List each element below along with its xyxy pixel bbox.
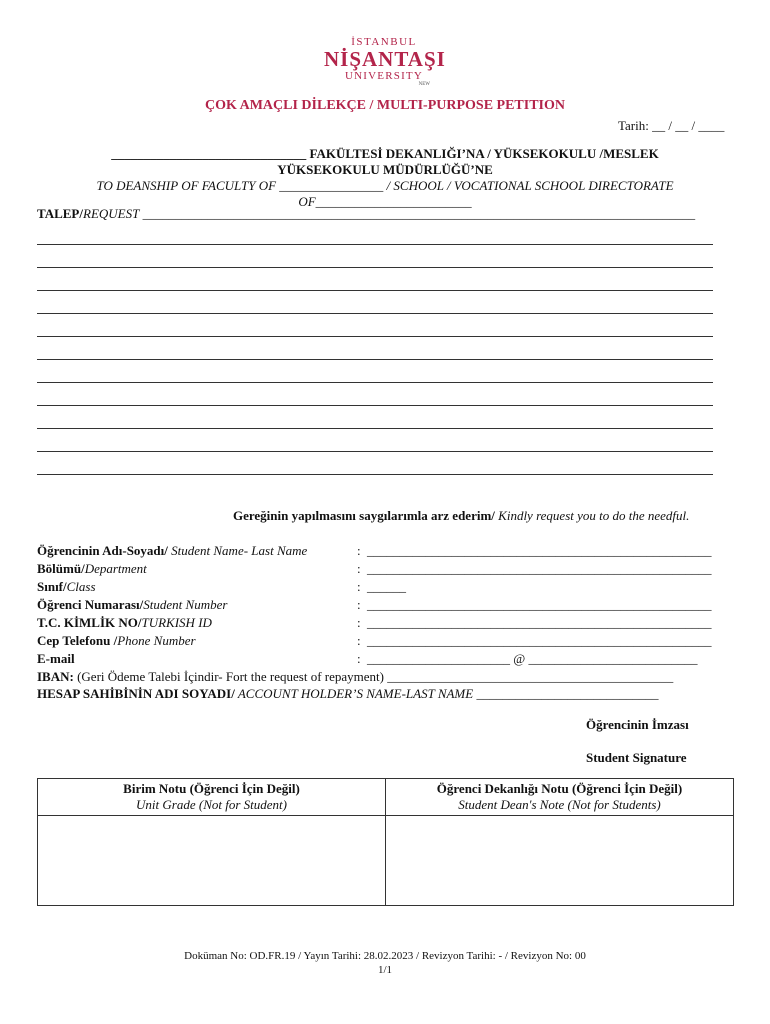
- field-class[interactable]: [37, 579, 717, 596]
- field-label-tr: Öğrencinin Adı-Soyadı/: [37, 543, 168, 558]
- field-blank[interactable]: ______________________ @ __________________________: [367, 651, 698, 666]
- field-label-en: Student Name- Last Name: [167, 543, 308, 558]
- request-label-en: REQUEST: [83, 206, 140, 221]
- notes-table: [37, 778, 734, 906]
- field-colon: :: [357, 579, 361, 594]
- request-underline: _____________________________________________________________________________________: [142, 206, 696, 221]
- field-iban[interactable]: [37, 669, 717, 686]
- unit-grade-title: Birim Notu (Öğrenci İçin Değil): [123, 781, 300, 796]
- field-phone-number[interactable]: [37, 633, 717, 650]
- field-label-tr: Öğrenci Numarası/: [37, 597, 144, 612]
- request-blank-line[interactable]: [37, 244, 713, 245]
- dean-note-title: Öğrenci Dekanlığı Notu (Öğrenci İçin Değil): [436, 781, 683, 796]
- field-turkish-id[interactable]: [37, 615, 717, 632]
- request-blank-line[interactable]: [37, 474, 713, 475]
- field-student-name[interactable]: [37, 543, 717, 560]
- address-line-3: TO DEANSHIP OF FACULTY OF ________________ / SCHOOL / VOCATIONAL SCHOOL DIRECTORATE: [96, 178, 674, 193]
- request-blank-line[interactable]: [37, 336, 713, 337]
- request-field[interactable]: [37, 206, 727, 222]
- field-department[interactable]: [37, 561, 717, 578]
- logo-line-new: NEW: [418, 82, 430, 87]
- field-label-en: TURKISH ID: [141, 615, 212, 630]
- closing-statement: [233, 508, 689, 524]
- iban-note: (Geri Ödeme Talebi İçindir- Fort the request of repayment) ____________________________________________: [73, 669, 674, 684]
- request-blank-line[interactable]: [37, 451, 713, 452]
- notes-col-unit-grade-header: [38, 779, 386, 816]
- address-line-1: ______________________________ FAKÜLTESİ DEKANLIĞI’NA / YÜKSEKOKULU /MESLEK: [111, 146, 659, 161]
- field-label-tr: Cep Telefonu /: [37, 633, 118, 648]
- field-account-holder[interactable]: [37, 686, 717, 703]
- date-field[interactable]: Tarih: __ / __ / ____: [618, 118, 725, 133]
- field-colon: :: [357, 651, 361, 666]
- field-blank[interactable]: ______: [367, 579, 406, 594]
- iban-label: IBAN:: [37, 669, 74, 684]
- unit-grade-box[interactable]: [38, 816, 386, 906]
- request-blank-line[interactable]: [37, 290, 713, 291]
- field-blank[interactable]: _____________________________________________________: [367, 543, 712, 558]
- request-blank-line[interactable]: [37, 428, 713, 429]
- field-label-en: Department: [84, 561, 147, 576]
- field-blank[interactable]: _____________________________________________________: [367, 633, 712, 648]
- address-line-4: OF________________________: [298, 194, 472, 209]
- address-line-2: YÜKSEKOKULU MÜDÜRLÜĞÜ’NE: [277, 162, 493, 177]
- dean-note-box[interactable]: [386, 816, 734, 906]
- logo-line-istanbul: İSTANBUL: [351, 36, 417, 48]
- footer-page-number: 1/1: [377, 964, 393, 976]
- dean-note-subtitle: Student Dean's Note (Not for Students): [458, 797, 661, 812]
- field-label-tr: Bölümü/: [37, 561, 85, 576]
- request-blank-line[interactable]: [37, 359, 713, 360]
- field-label-tr: Sınıf/: [37, 579, 67, 594]
- field-label-en: Class: [66, 579, 96, 594]
- request-blank-line[interactable]: [37, 382, 713, 383]
- field-blank[interactable]: _____________________________________________________: [367, 615, 712, 630]
- request-blank-line[interactable]: [37, 313, 713, 314]
- signature-label-tr: Öğrencinin İmzası: [586, 717, 689, 732]
- field-label-tr: T.C. KİMLİK NO/: [37, 615, 142, 630]
- logo-line-university: UNIVERSITY: [345, 70, 423, 82]
- closing-en: Kindly request you to do the needful.: [494, 508, 690, 523]
- account-holder-blank[interactable]: ____________________________: [473, 686, 659, 701]
- closing-tr: Gereğinin yapılmasını saygılarımla arz ederim/: [233, 508, 495, 523]
- field-colon: :: [357, 597, 361, 612]
- field-colon: :: [357, 543, 361, 558]
- field-blank[interactable]: _____________________________________________________: [367, 597, 712, 612]
- field-colon: :: [357, 633, 361, 648]
- request-blank-line[interactable]: [37, 267, 713, 268]
- field-email[interactable]: [37, 651, 717, 668]
- field-blank[interactable]: _____________________________________________________: [367, 561, 712, 576]
- field-label-tr: E-mail: [37, 651, 75, 666]
- request-label-tr: TALEP/: [37, 206, 83, 221]
- field-label-en: Phone Number: [117, 633, 196, 648]
- logo-line-nisantasi: NİŞANTAŞI: [324, 47, 446, 71]
- signature-label-en: Student Signature: [586, 750, 687, 765]
- field-colon: :: [357, 615, 361, 630]
- field-label-en: Student Number: [143, 597, 228, 612]
- request-blank-line[interactable]: [37, 405, 713, 406]
- form-title: ÇOK AMAÇLI DİLEKÇE / MULTI-PURPOSE PETITION: [204, 98, 566, 113]
- account-holder-label-tr: HESAP SAHİBİNİN ADI SOYADI/: [37, 686, 235, 701]
- field-colon: :: [357, 561, 361, 576]
- unit-grade-subtitle: Unit Grade (Not for Student): [136, 797, 287, 812]
- notes-col-dean-note-header: [386, 779, 734, 816]
- footer-doc-info: Doküman No: OD.FR.19 / Yayın Tarihi: 28.02.2023 / Revizyon Tarihi: - / Revizyon No: 00: [184, 950, 586, 962]
- university-logo: [324, 36, 444, 88]
- field-student-number[interactable]: [37, 597, 717, 614]
- account-holder-label-en: ACCOUNT HOLDER’S NAME-LAST NAME: [234, 686, 474, 701]
